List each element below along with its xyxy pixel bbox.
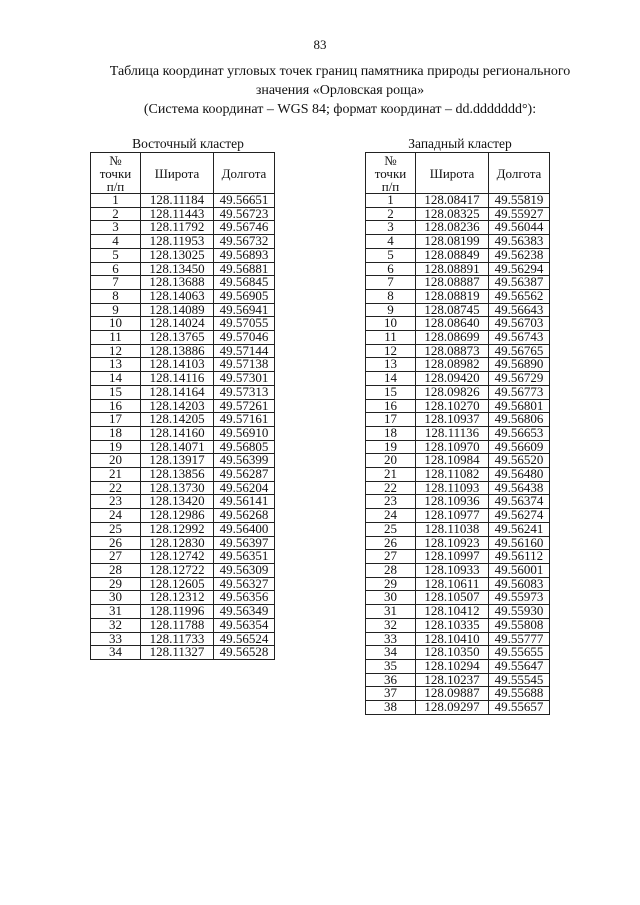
cell-point-number: 19 <box>366 440 416 454</box>
cell-longitude: 49.56387 <box>489 276 550 290</box>
cell-point-number: 29 <box>91 577 141 591</box>
cell-point-number: 2 <box>366 207 416 221</box>
cell-longitude: 49.56905 <box>214 289 275 303</box>
cell-latitude: 128.13917 <box>141 454 214 468</box>
cell-point-number: 27 <box>366 550 416 564</box>
cell-latitude: 128.11788 <box>141 618 214 632</box>
cell-latitude: 128.10977 <box>416 509 489 523</box>
cell-point-number: 11 <box>366 331 416 345</box>
cell-latitude: 128.12605 <box>141 577 214 591</box>
cell-longitude: 49.56524 <box>214 632 275 646</box>
cell-longitude: 49.56309 <box>214 563 275 577</box>
cell-longitude: 49.56327 <box>214 577 275 591</box>
cell-longitude: 49.56268 <box>214 509 275 523</box>
cell-latitude: 128.11093 <box>416 481 489 495</box>
cell-longitude: 49.56773 <box>489 385 550 399</box>
cell-point-number: 34 <box>366 646 416 660</box>
column-header-number <box>91 153 141 194</box>
cell-longitude: 49.57046 <box>214 331 275 345</box>
table-row <box>366 701 550 715</box>
cell-latitude: 128.10270 <box>416 399 489 413</box>
cell-point-number: 24 <box>91 509 141 523</box>
column-header-number-line-3: п/п <box>106 178 125 194</box>
cell-latitude: 128.08325 <box>416 207 489 221</box>
cell-latitude: 128.10933 <box>416 563 489 577</box>
column-header-latitude: Широта <box>416 153 489 194</box>
cell-point-number: 22 <box>366 481 416 495</box>
cell-point-number: 19 <box>91 440 141 454</box>
cell-latitude: 128.11996 <box>141 605 214 619</box>
heading-line-2: значения «Орловская роща» <box>255 83 425 98</box>
cell-latitude: 128.10412 <box>416 605 489 619</box>
cell-longitude: 49.56351 <box>214 550 275 564</box>
cell-latitude: 128.13450 <box>141 262 214 276</box>
cell-longitude: 49.55657 <box>489 701 550 715</box>
cell-latitude: 128.11443 <box>141 207 214 221</box>
column-header-number-line-2: точки <box>374 165 407 181</box>
cell-latitude: 128.10937 <box>416 413 489 427</box>
cell-point-number: 23 <box>366 495 416 509</box>
east-coordinates-table <box>90 152 275 660</box>
cell-point-number: 10 <box>366 317 416 331</box>
cell-longitude: 49.56400 <box>214 522 275 536</box>
column-header-number-line-3: п/п <box>381 178 400 194</box>
document-heading <box>60 62 620 119</box>
cell-point-number: 16 <box>366 399 416 413</box>
cell-latitude: 128.13025 <box>141 248 214 262</box>
cell-latitude: 128.08873 <box>416 344 489 358</box>
east-cluster-title: Восточный кластер <box>132 136 244 151</box>
cell-latitude: 128.13730 <box>141 481 214 495</box>
cell-latitude: 128.14071 <box>141 440 214 454</box>
cell-point-number: 9 <box>366 303 416 317</box>
west-coordinates-table <box>365 152 550 715</box>
cell-point-number: 1 <box>366 194 416 208</box>
column-header-number-line-2: точки <box>99 165 132 181</box>
cell-longitude: 49.56287 <box>214 468 275 482</box>
column-header-latitude: Широта <box>141 153 214 194</box>
cell-latitude: 128.12986 <box>141 509 214 523</box>
cell-longitude: 49.56397 <box>214 536 275 550</box>
cell-point-number: 28 <box>91 563 141 577</box>
cell-longitude: 49.55819 <box>489 194 550 208</box>
cell-longitude: 49.57144 <box>214 344 275 358</box>
cell-point-number: 23 <box>91 495 141 509</box>
cell-point-number: 5 <box>366 248 416 262</box>
cell-latitude: 128.10611 <box>416 577 489 591</box>
cell-point-number: 31 <box>91 605 141 619</box>
cell-point-number: 33 <box>91 632 141 646</box>
cell-point-number: 17 <box>366 413 416 427</box>
table-row <box>91 248 275 262</box>
cell-latitude: 128.14164 <box>141 385 214 399</box>
cell-point-number: 33 <box>366 632 416 646</box>
table-row <box>366 618 550 632</box>
cell-latitude: 128.10507 <box>416 591 489 605</box>
cell-point-number: 17 <box>91 413 141 427</box>
cell-latitude: 128.08891 <box>416 262 489 276</box>
cell-longitude: 49.56941 <box>214 303 275 317</box>
cell-longitude: 49.57301 <box>214 372 275 386</box>
heading-line-3: (Система координат – WGS 84; формат координат – dd.ddddddd°): <box>143 102 537 117</box>
cell-latitude: 128.08699 <box>416 331 489 345</box>
cell-longitude: 49.56890 <box>489 358 550 372</box>
cell-point-number: 14 <box>91 372 141 386</box>
cell-longitude: 49.56354 <box>214 618 275 632</box>
cell-latitude: 128.14205 <box>141 413 214 427</box>
cell-longitude: 49.56274 <box>489 509 550 523</box>
cell-longitude: 49.56729 <box>489 372 550 386</box>
cell-point-number: 36 <box>366 673 416 687</box>
cell-longitude: 49.55688 <box>489 687 550 701</box>
cell-latitude: 128.08982 <box>416 358 489 372</box>
cell-longitude: 49.56083 <box>489 577 550 591</box>
cell-point-number: 8 <box>91 289 141 303</box>
cell-latitude: 128.10335 <box>416 618 489 632</box>
cell-point-number: 30 <box>366 591 416 605</box>
cell-point-number: 1 <box>91 194 141 208</box>
cell-point-number: 18 <box>91 426 141 440</box>
column-header-number-line-1: № <box>109 152 122 168</box>
cell-latitude: 128.10936 <box>416 495 489 509</box>
cell-latitude: 128.12722 <box>141 563 214 577</box>
cell-point-number: 15 <box>91 385 141 399</box>
cell-latitude: 128.11953 <box>141 235 214 249</box>
cell-longitude: 49.56609 <box>489 440 550 454</box>
cell-point-number: 15 <box>366 385 416 399</box>
cell-longitude: 49.56651 <box>214 194 275 208</box>
cell-point-number: 24 <box>366 509 416 523</box>
cell-latitude: 128.14103 <box>141 358 214 372</box>
cell-point-number: 2 <box>91 207 141 221</box>
cell-longitude: 49.55655 <box>489 646 550 660</box>
cell-latitude: 128.13856 <box>141 468 214 482</box>
cell-longitude: 49.55930 <box>489 605 550 619</box>
cell-latitude: 128.10997 <box>416 550 489 564</box>
cell-latitude: 128.10294 <box>416 659 489 673</box>
cell-latitude: 128.11327 <box>141 646 214 660</box>
cell-point-number: 8 <box>366 289 416 303</box>
cell-latitude: 128.10984 <box>416 454 489 468</box>
cell-latitude: 128.10970 <box>416 440 489 454</box>
cell-latitude: 128.11733 <box>141 632 214 646</box>
cell-latitude: 128.09420 <box>416 372 489 386</box>
cell-longitude: 49.56520 <box>489 454 550 468</box>
cell-latitude: 128.13886 <box>141 344 214 358</box>
cell-point-number: 5 <box>91 248 141 262</box>
page-number: 83 <box>313 37 327 52</box>
cell-longitude: 49.56732 <box>214 235 275 249</box>
cell-point-number: 25 <box>91 522 141 536</box>
cell-point-number: 3 <box>91 221 141 235</box>
cell-longitude: 49.56044 <box>489 221 550 235</box>
cell-latitude: 128.10410 <box>416 632 489 646</box>
cell-point-number: 13 <box>366 358 416 372</box>
cell-point-number: 25 <box>366 522 416 536</box>
cell-latitude: 128.08640 <box>416 317 489 331</box>
cell-point-number: 11 <box>91 331 141 345</box>
cell-point-number: 3 <box>366 221 416 235</box>
cell-latitude: 128.14063 <box>141 289 214 303</box>
cell-longitude: 49.56238 <box>489 248 550 262</box>
cell-point-number: 12 <box>366 344 416 358</box>
cell-latitude: 128.12992 <box>141 522 214 536</box>
cell-longitude: 49.56723 <box>214 207 275 221</box>
cell-longitude: 49.56746 <box>214 221 275 235</box>
cell-latitude: 128.12312 <box>141 591 214 605</box>
cell-longitude: 49.55545 <box>489 673 550 687</box>
cell-latitude: 128.14116 <box>141 372 214 386</box>
cell-point-number: 13 <box>91 358 141 372</box>
cell-point-number: 16 <box>91 399 141 413</box>
cell-point-number: 20 <box>91 454 141 468</box>
cell-latitude: 128.10350 <box>416 646 489 660</box>
cell-latitude: 128.08199 <box>416 235 489 249</box>
cell-longitude: 49.56562 <box>489 289 550 303</box>
cell-latitude: 128.08849 <box>416 248 489 262</box>
cell-latitude: 128.11082 <box>416 468 489 482</box>
cell-point-number: 31 <box>366 605 416 619</box>
cell-latitude: 128.10923 <box>416 536 489 550</box>
table-header-row <box>366 153 550 194</box>
cell-longitude: 49.55973 <box>489 591 550 605</box>
cell-longitude: 49.57161 <box>214 413 275 427</box>
cell-latitude: 128.14203 <box>141 399 214 413</box>
cell-longitude: 49.56643 <box>489 303 550 317</box>
cell-latitude: 128.13420 <box>141 495 214 509</box>
cell-longitude: 49.55777 <box>489 632 550 646</box>
west-cluster-title: Западный кластер <box>408 136 512 151</box>
cell-latitude: 128.14160 <box>141 426 214 440</box>
cell-latitude: 128.14024 <box>141 317 214 331</box>
cell-longitude: 49.56703 <box>489 317 550 331</box>
east-table-body <box>91 194 275 660</box>
cell-point-number: 14 <box>366 372 416 386</box>
cell-latitude: 128.08819 <box>416 289 489 303</box>
cell-longitude: 49.56653 <box>489 426 550 440</box>
cell-latitude: 128.08745 <box>416 303 489 317</box>
cell-point-number: 29 <box>366 577 416 591</box>
cell-point-number: 26 <box>91 536 141 550</box>
cell-point-number: 32 <box>366 618 416 632</box>
cell-point-number: 18 <box>366 426 416 440</box>
column-header-number-line-1: № <box>384 152 397 168</box>
cell-latitude: 128.13688 <box>141 276 214 290</box>
cell-longitude: 49.56881 <box>214 262 275 276</box>
cell-longitude: 49.55808 <box>489 618 550 632</box>
cell-longitude: 49.56528 <box>214 646 275 660</box>
cell-longitude: 49.56845 <box>214 276 275 290</box>
cell-latitude: 128.11038 <box>416 522 489 536</box>
cell-point-number: 7 <box>366 276 416 290</box>
table-row <box>91 618 275 632</box>
cell-point-number: 10 <box>91 317 141 331</box>
cell-longitude: 49.56910 <box>214 426 275 440</box>
table-row <box>91 646 275 660</box>
cell-latitude: 128.12830 <box>141 536 214 550</box>
cell-point-number: 37 <box>366 687 416 701</box>
cell-point-number: 12 <box>91 344 141 358</box>
cell-point-number: 6 <box>366 262 416 276</box>
west-table-body <box>366 194 550 715</box>
cell-point-number: 21 <box>366 468 416 482</box>
cell-longitude: 49.56356 <box>214 591 275 605</box>
cell-point-number: 21 <box>91 468 141 482</box>
cell-latitude: 128.11184 <box>141 194 214 208</box>
cell-latitude: 128.11792 <box>141 221 214 235</box>
cell-longitude: 49.55927 <box>489 207 550 221</box>
cell-point-number: 6 <box>91 262 141 276</box>
cell-latitude: 128.09887 <box>416 687 489 701</box>
cell-longitude: 49.56806 <box>489 413 550 427</box>
cell-latitude: 128.13765 <box>141 331 214 345</box>
cell-longitude: 49.56801 <box>489 399 550 413</box>
cell-latitude: 128.09826 <box>416 385 489 399</box>
cell-point-number: 35 <box>366 659 416 673</box>
cell-longitude: 49.56204 <box>214 481 275 495</box>
cell-longitude: 49.56399 <box>214 454 275 468</box>
cell-longitude: 49.56001 <box>489 563 550 577</box>
cell-point-number: 4 <box>366 235 416 249</box>
column-header-number <box>366 153 416 194</box>
cell-longitude: 49.56383 <box>489 235 550 249</box>
table-header-row <box>91 153 275 194</box>
table-row <box>366 248 550 262</box>
cell-longitude: 49.56374 <box>489 495 550 509</box>
cell-longitude: 49.56438 <box>489 481 550 495</box>
cell-point-number: 9 <box>91 303 141 317</box>
cell-longitude: 49.56805 <box>214 440 275 454</box>
column-header-longitude: Долгота <box>489 153 550 194</box>
cell-point-number: 20 <box>366 454 416 468</box>
cell-longitude: 49.56765 <box>489 344 550 358</box>
cell-longitude: 49.57055 <box>214 317 275 331</box>
column-header-longitude: Долгота <box>214 153 275 194</box>
cell-latitude: 128.08236 <box>416 221 489 235</box>
cell-latitude: 128.08887 <box>416 276 489 290</box>
cell-latitude: 128.12742 <box>141 550 214 564</box>
cell-point-number: 27 <box>91 550 141 564</box>
cell-point-number: 30 <box>91 591 141 605</box>
cell-point-number: 28 <box>366 563 416 577</box>
table-row <box>91 385 275 399</box>
cell-longitude: 49.57313 <box>214 385 275 399</box>
cell-longitude: 49.56480 <box>489 468 550 482</box>
cell-point-number: 22 <box>91 481 141 495</box>
cell-longitude: 49.56294 <box>489 262 550 276</box>
cell-latitude: 128.09297 <box>416 701 489 715</box>
heading-line-1: Таблица координат угловых точек границ памятника природы регионального <box>109 64 571 79</box>
cell-point-number: 7 <box>91 276 141 290</box>
cell-latitude: 128.11136 <box>416 426 489 440</box>
cell-longitude: 49.57138 <box>214 358 275 372</box>
cell-point-number: 26 <box>366 536 416 550</box>
cell-latitude: 128.08417 <box>416 194 489 208</box>
cell-point-number: 4 <box>91 235 141 249</box>
cell-longitude: 49.56349 <box>214 605 275 619</box>
cell-longitude: 49.55647 <box>489 659 550 673</box>
table-row <box>366 385 550 399</box>
cell-latitude: 128.10237 <box>416 673 489 687</box>
cell-longitude: 49.56893 <box>214 248 275 262</box>
cell-latitude: 128.14089 <box>141 303 214 317</box>
cell-longitude: 49.56743 <box>489 331 550 345</box>
cell-longitude: 49.56160 <box>489 536 550 550</box>
cell-point-number: 34 <box>91 646 141 660</box>
cell-point-number: 32 <box>91 618 141 632</box>
cell-point-number: 38 <box>366 701 416 715</box>
cell-longitude: 49.56112 <box>489 550 550 564</box>
cell-longitude: 49.56241 <box>489 522 550 536</box>
cell-longitude: 49.57261 <box>214 399 275 413</box>
cell-longitude: 49.56141 <box>214 495 275 509</box>
